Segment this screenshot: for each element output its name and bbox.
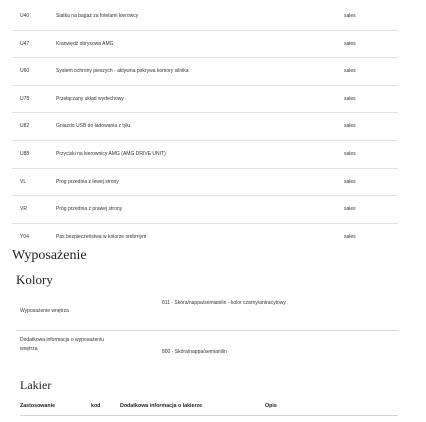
color-value: 811 - Skóra/nappa/semianilin - kolor czarny/antracytowy <box>162 300 286 306</box>
option-category: sales <box>344 13 356 19</box>
option-description: Pas bezpieczeństwa w kolorze srebrnym <box>56 233 147 240</box>
option-code: U47 <box>20 40 30 47</box>
column-header-description: Opis <box>265 403 277 409</box>
table-row <box>12 169 398 197</box>
option-code: Y04 <box>20 233 29 240</box>
table-row <box>12 141 398 169</box>
option-category: sales <box>344 68 356 75</box>
options-table <box>12 3 398 250</box>
table-row <box>12 3 398 31</box>
column-header-additional-info: Dodatkowa informacja o lakierze <box>120 403 203 409</box>
table-row <box>16 331 398 369</box>
option-code: U82 <box>20 123 30 130</box>
option-code: VL <box>20 178 27 185</box>
table-row <box>12 86 398 114</box>
option-category: sales <box>344 178 356 185</box>
colors-heading: Kolory <box>16 272 53 287</box>
option-category: sales <box>344 150 356 157</box>
table-row <box>16 294 398 331</box>
option-description: Siatka na bagaż za fotelami kierowcy <box>56 13 139 19</box>
colors-table <box>16 294 398 369</box>
option-code: U78 <box>20 95 30 102</box>
equipment-heading: Wyposażenie <box>12 248 87 263</box>
option-code: U40 <box>20 13 30 19</box>
table-row <box>12 224 398 251</box>
option-description: Próg przednia z lewej strony <box>56 178 119 185</box>
option-category: sales <box>344 123 356 130</box>
option-description: Gniazdo USB do ładowania z tyłu <box>56 123 131 130</box>
option-code: U88 <box>20 150 30 157</box>
option-category: sales <box>344 206 356 213</box>
paint-table-header <box>20 401 398 416</box>
color-value: 800 - Skóra/nappa/semianilin <box>162 349 227 355</box>
option-description: Próg przednia z prawej strony <box>56 206 123 213</box>
color-label: Wyposażenie wnętrza <box>20 308 69 314</box>
option-description: Przyciski na kierownicy AMG (AMG DRIVE UNIT) <box>56 150 166 157</box>
color-label: Dodatkowa informacja o wyposażeniu wnętrza <box>20 337 104 352</box>
table-row <box>12 196 398 224</box>
column-header-usage: Zastosowanie <box>20 403 56 409</box>
paint-heading: Lakier <box>20 378 52 392</box>
table-row <box>12 58 398 86</box>
option-category: sales <box>344 233 356 240</box>
option-description: System ochrony pieszych - aktywna pokrywa komory silnika <box>56 68 189 75</box>
option-category: sales <box>344 40 356 47</box>
table-row <box>12 113 398 141</box>
option-category: sales <box>344 95 356 102</box>
table-row <box>12 31 398 59</box>
option-description: Przełączany układ wydechowy <box>56 95 124 102</box>
option-code: VR <box>20 206 27 213</box>
option-description: Kranwędź obrysowa AMG <box>56 40 114 47</box>
column-header-code: kod <box>91 403 101 409</box>
option-code: U60 <box>20 68 30 75</box>
